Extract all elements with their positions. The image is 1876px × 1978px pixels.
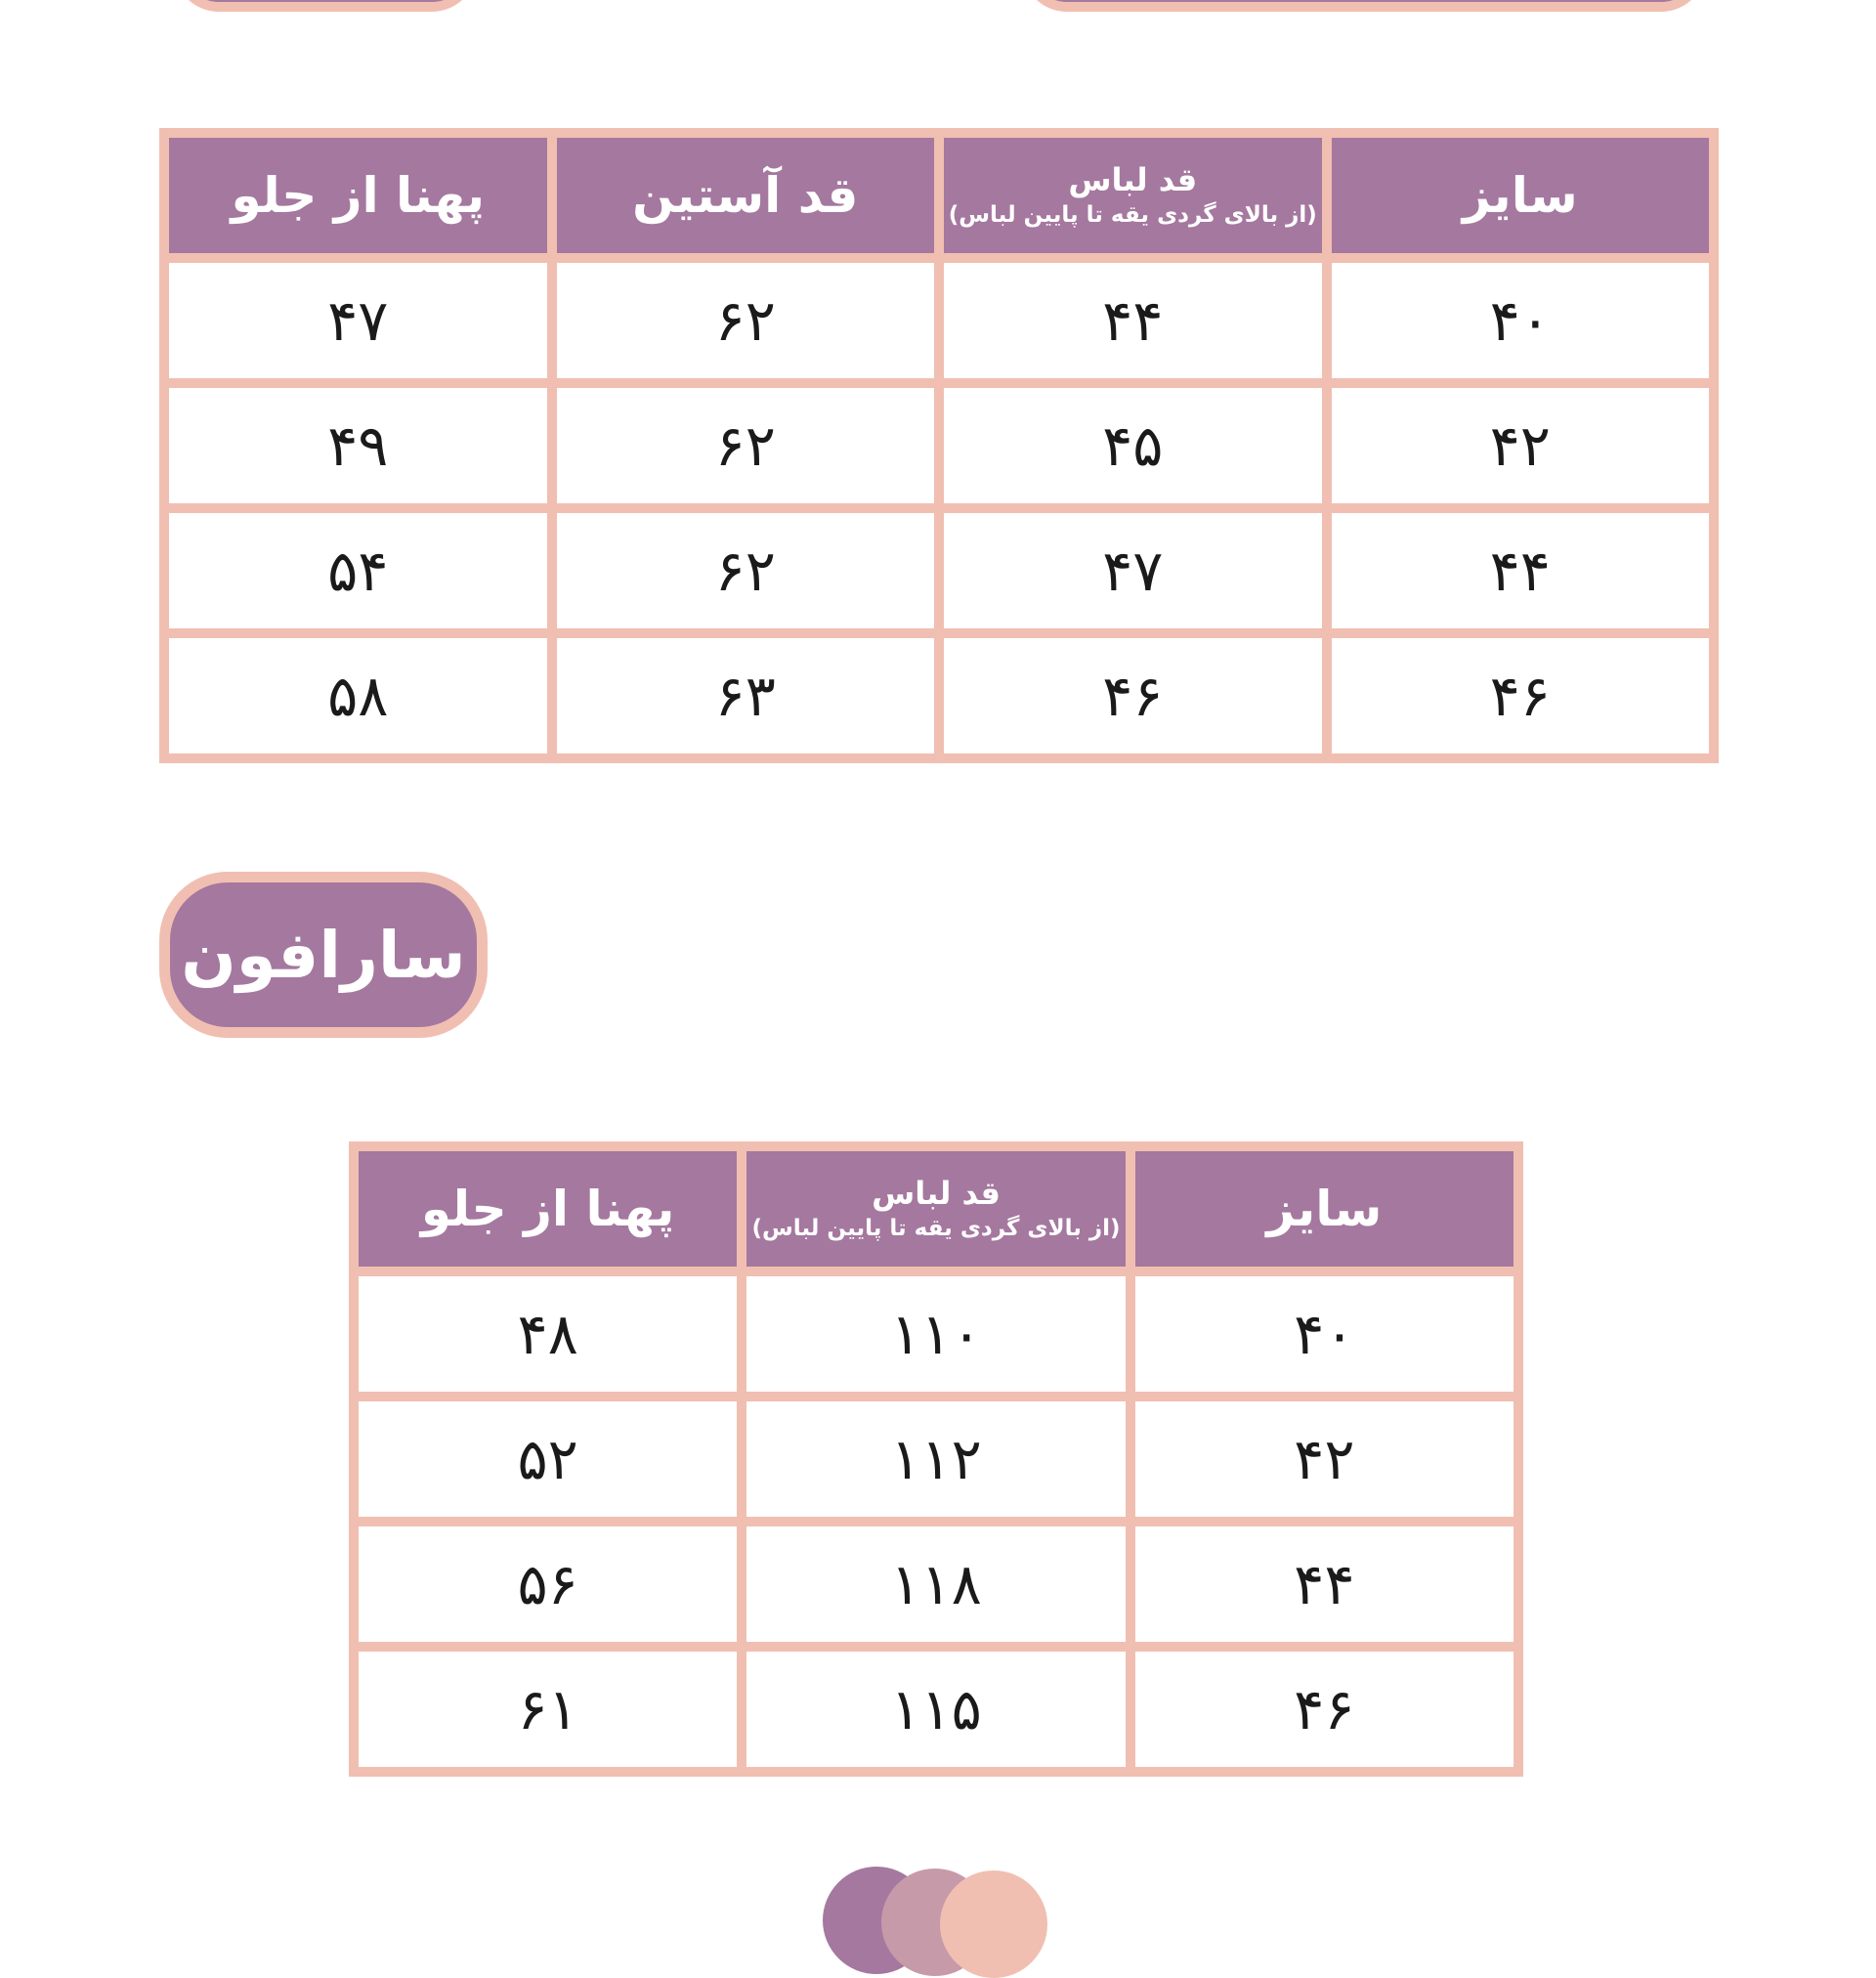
cell-front-width: ۵۸ (164, 633, 552, 758)
header-front-width: پهنا از جلو (354, 1146, 742, 1271)
cell-front-width: ۵۶ (354, 1522, 742, 1647)
size-table-1 (159, 128, 1719, 763)
cell-size: ۴۴ (1327, 508, 1715, 633)
cell-size: ۴۰ (1327, 258, 1715, 383)
cell-size: ۴۶ (1130, 1647, 1518, 1772)
header-sleeve-length: قد آستین (552, 133, 940, 258)
cell-front-width: ۴۷ (164, 258, 552, 383)
header-front-width: پهنا از جلو (164, 133, 552, 258)
cell-front-width: ۴۸ (354, 1271, 742, 1397)
cell-size: ۴۲ (1130, 1397, 1518, 1522)
cell-size: ۴۰ (1130, 1271, 1518, 1397)
cell-dress-length: ۱۱۲ (742, 1397, 1130, 1522)
cell-front-width: ۵۴ (164, 508, 552, 633)
cell-front-width: ۵۲ (354, 1397, 742, 1522)
header-size: سایز (1327, 133, 1715, 258)
table-row (164, 258, 1714, 383)
decorative-blob-peach (940, 1870, 1047, 1978)
previous-section-pill-right (1022, 0, 1706, 12)
cell-front-width: ۴۹ (164, 383, 552, 508)
cell-dress-length: ۱۱۵ (742, 1647, 1130, 1772)
header-dress-length: قد لباس (از بالای گردی یقه تا پایین لباس) (742, 1146, 1130, 1271)
table-row (164, 633, 1714, 758)
cell-front-width: ۶۱ (354, 1647, 742, 1772)
table-row (354, 1522, 1518, 1647)
previous-section-pill-left (174, 0, 477, 12)
cell-dress-length: ۴۷ (939, 508, 1327, 633)
cell-size: ۴۴ (1130, 1522, 1518, 1647)
header-dress-length: قد لباس (از بالای گردی یقه تا پایین لباس) (939, 133, 1327, 258)
cell-dress-length: ۱۱۸ (742, 1522, 1130, 1647)
cell-size: ۴۲ (1327, 383, 1715, 508)
cell-sleeve-length: ۶۲ (552, 258, 940, 383)
table-row (354, 1271, 1518, 1397)
table-row (354, 1647, 1518, 1772)
cell-sleeve-length: ۶۲ (552, 383, 940, 508)
table-row (354, 1397, 1518, 1522)
table-row (164, 508, 1714, 633)
cell-dress-length: ۴۶ (939, 633, 1327, 758)
cell-sleeve-length: ۶۳ (552, 633, 940, 758)
section-title-sarafan: سارافون (159, 872, 488, 1038)
size-table-2 (349, 1141, 1523, 1777)
cell-dress-length: ۱۱۰ (742, 1271, 1130, 1397)
header-size: سایز (1130, 1146, 1518, 1271)
table-row (164, 383, 1714, 508)
table-header-row (164, 133, 1714, 258)
cell-dress-length: ۴۵ (939, 383, 1327, 508)
table-header-row (354, 1146, 1518, 1271)
cell-size: ۴۶ (1327, 633, 1715, 758)
cell-dress-length: ۴۴ (939, 258, 1327, 383)
cell-sleeve-length: ۶۲ (552, 508, 940, 633)
